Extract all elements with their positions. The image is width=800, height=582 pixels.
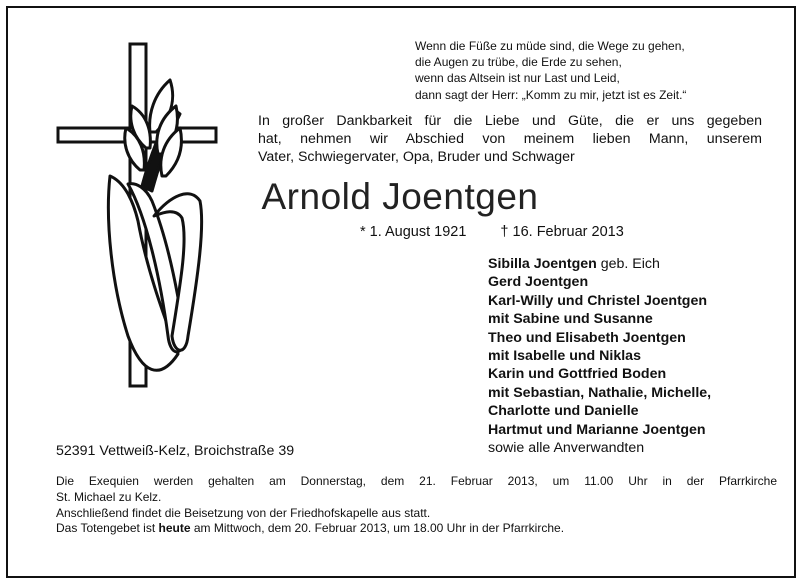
family-line: [488, 273, 711, 291]
family-line: [488, 365, 711, 383]
poem-line: die Augen zu trübe, die Erde zu sehen,: [415, 55, 622, 70]
family-line: [488, 255, 711, 273]
family-member: Karin und Gottfried Boden: [488, 366, 667, 383]
life-dates: [360, 224, 624, 240]
deceased-name: Arnold Joentgen: [261, 176, 539, 217]
poem-line: Wenn die Füße zu müde sind, die Wege zu gehen,: [415, 39, 685, 53]
poem-line: wenn das Altsein ist nur Last und Leid,: [415, 71, 620, 86]
family-line: [488, 292, 711, 310]
birth-date: * 1. August 1921: [360, 224, 467, 240]
poem-line: dann sagt der Herr: „Komm zu mir, jetzt ist es Zeit.“: [415, 87, 687, 102]
intro-line: hat, nehmen wir Abschied von meinem lieben Mann, unserem: [258, 131, 762, 147]
notes-line: Die Exequien werden gehalten am Donnerstag, dem 21. Februar 2013, um 11.00 Uhr in der Pfarrkirche: [56, 474, 777, 488]
notes-line: St. Michael zu Kelz.: [56, 489, 162, 504]
family-member: Karl-Willy und Christel Joentgen: [488, 292, 708, 309]
notes-line: [56, 521, 777, 537]
family-member: mit Sabine und Susanne: [488, 311, 653, 328]
notes-line: Anschließend findet die Beisetzung von der Friedhofskapelle aus statt.: [56, 505, 431, 520]
widow-maiden-name: geb. Eich: [596, 256, 660, 272]
family-member: mit Sebastian, Nathalie, Michelle,: [488, 384, 712, 401]
intro-text: [258, 112, 762, 166]
family-line: [488, 384, 711, 402]
service-notes: [56, 474, 777, 537]
family-line: [488, 347, 711, 365]
family-member: mit Isabelle und Niklas: [488, 348, 641, 365]
family-line: [488, 402, 711, 420]
family-line: [488, 329, 711, 347]
family-list: [488, 255, 711, 457]
address: 52391 Vettweiß-Kelz, Broichstraße 39: [56, 443, 295, 459]
widow-name: Sibilla Joentgen: [488, 256, 597, 272]
family-member: Theo und Elisabeth Joentgen: [488, 329, 686, 346]
family-line: [488, 421, 711, 439]
notes-text: Das Totengebet ist: [56, 521, 159, 536]
family-member: Gerd Joentgen: [488, 274, 589, 291]
family-member: Hartmut und Marianne Joentgen: [488, 421, 706, 438]
poem: [415, 38, 755, 103]
family-member: Charlotte und Danielle: [488, 403, 639, 420]
intro-line: In großer Dankbarkeit für die Liebe und Güte, die er uns gegeben: [258, 113, 762, 129]
family-line: [488, 310, 711, 328]
notes-emphasis: heute: [158, 521, 191, 536]
family-closing: sowie alle Anverwandten: [488, 440, 645, 457]
death-date: † 16. Februar 2013: [500, 224, 624, 240]
notes-text: am Mittwoch, dem 20. Februar 2013, um 18.00 Uhr in der Pfarrkirche.: [190, 521, 565, 536]
intro-line: Vater, Schwiegervater, Opa, Bruder und Schwager: [258, 149, 575, 165]
